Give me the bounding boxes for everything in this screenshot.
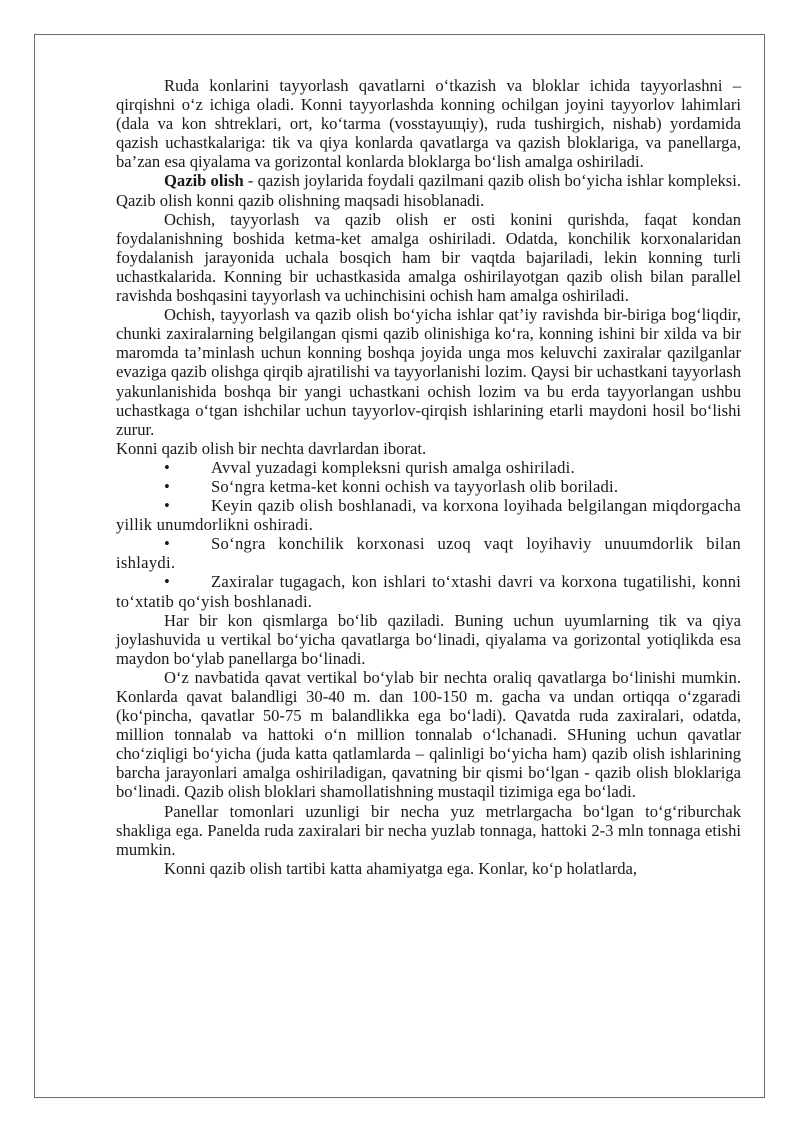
paragraph-extraction-order: Konni qazib olish tartibi katta ahamiyatga ega. Konlar, ko‘p holatlarda, bbox=[164, 858, 638, 878]
bullet-item-2 bbox=[116, 477, 741, 496]
paragraph-panels: Panellar tomonlari uzunligi bir necha yuz metrlargacha bo‘lgan to‘g‘riburchak shakliga ega. Panelda ruda zaxiralari bir necha yuzlab tonnaga, hattoki 2-3 mln tonnaga etishi mumkin. bbox=[116, 801, 741, 859]
bullet-item-3 bbox=[116, 496, 741, 534]
bullet-text: Zaxiralar tugagach, kon ishlari to‘xtashi davri va korxona tugatilishi, konni to‘xtatib qo‘yish boshlanadi. bbox=[116, 572, 741, 611]
bullet-marker: • bbox=[164, 572, 171, 592]
paragraph-level-height: O‘z navbatida qavat vertikal bo‘ylab bir nechta oraliq qavatlarga bo‘linishi mumkin. Konlarda qavat balandligi 30-40 m. dan 100-150 m. gacha va undan ortiqqa o‘zgaradi (ko‘pincha, qavatlar 50-75 m balandlikka ega bo‘ladi). Qavatda ruda zaxiralari, odatda, million tonnalab va hattoki o‘n million tonnalab o‘lchanadi. SHuning uchun qavatlar cho‘ziqligi bo‘yicha (juda katta qatlamlarda – qalinligi bo‘yicha ham) qazib olish ishlarining barcha jarayonlari amalga oshiriladigan, qavatning bir qismi bo‘lgan - qazib olish bloklariga bo‘linadi. Qazib olish bloklari shamollatishning mustaqil tizimiga ega bo‘ladi. bbox=[116, 667, 741, 802]
definition-text: - qazish joylarida foydali qazilmani qazib olish bo‘yicha ishlar kompleksi. Qazib olish konni qazib olishning maqsadi hisoblanadi. bbox=[116, 171, 741, 210]
paragraph-stages-sequence: Ochish, tayyorlash va qazib olish er osti konini qurishda, faqat kondan foydalanishning boshida ketma-ket amalga oshiriladi. Odatda, konchilik korxonalaridan foydalanish jarayonida uchala bosqich ham bir vaqtda bajariladi, lekin konning turli uchastkalarida. Konning bir uchastkasida amalga oshirilayotgan qazib olish bilan parallel ravishda boshqasini tayyorlash va uchinchisini ochish ham amalga oshiriladi. bbox=[116, 209, 741, 306]
paragraph-deposit-division: Har bir kon qismlarga bo‘lib qaziladi. Buning uchun uyumlarning tik va qiya joylashuvida u vertikal bo‘yicha qavatlarga bo‘linadi, qiyalama va gorizontal yotiqlikda esa maydon bo‘ylab panellarga bo‘linadi. bbox=[116, 610, 741, 668]
paragraph-periods-intro: Konni qazib olish bir nechta davrlardan iborat. bbox=[116, 438, 427, 458]
paragraph-stages-interdependence: Ochish, tayyorlash va qazib olish bo‘yicha ishlar qat’iy ravishda bir-biriga bog‘liqdir, chunki zaxiralarning belgilangan qismi qazib olinishiga ko‘ra, konning ishini bir xilda va bir maromda ta’minlash uchun konning boshqa joyida unga mos keluvchi zaxiralar qazilganlar evaziga qazib olishga qirqib ajratilishi va tayyorlanishi lozim. Qaysi bir uchastkani tayyorlash yakunlanishida boshqa bir yangi uchastkani ochish lozim va bu erda tayyorlangan ushbu uchastkaga o‘tgan ishchilar uchun tayyorlov-qirqish ishlarining etarli maydoni hosil bo‘lishi zurur. bbox=[116, 305, 741, 439]
bullet-marker: • bbox=[164, 496, 171, 516]
bullet-marker: • bbox=[164, 457, 171, 477]
paragraph-ore-deposit-preparation: Ruda konlarini tayyorlash qavatlarni o‘tkazish va bloklar ichida tayyorlashni – qirqishni o‘z ichiga oladi. Konni tayyorlashda konning ochilgan joyini tayyorlov lahimlari (dala va kon shtreklari, ort, ko‘tarma (vosstayuщiy), ruda tushirgich, nishab) yordamida qazish uchastkalariga: tik va qiya konlarda qavatlarga va qazish bloklariga, va panellarga, ba’zan esa qiyalama va gorizontal konlarda bloklarga bo‘lish amalga oshiriladi. bbox=[116, 76, 741, 172]
document-body bbox=[116, 76, 741, 878]
bullet-text: Keyin qazib olish boshlanadi, va korxona loyihada belgilangan miqdorgacha yillik unumdorlikni oshiradi. bbox=[116, 496, 741, 535]
paragraph-extraction-definition bbox=[116, 171, 741, 209]
bullet-marker: • bbox=[164, 534, 171, 554]
bullet-text: So‘ngra ketma-ket konni ochish va tayyorlash olib boriladi. bbox=[211, 476, 619, 496]
bullet-item-1 bbox=[116, 458, 741, 477]
term-qazib-olish: Qazib olish bbox=[164, 171, 244, 191]
bullet-text: Avval yuzadagi kompleksni qurish amalga oshiriladi. bbox=[211, 457, 575, 477]
bullet-text: So‘ngra konchilik korxonasi uzoq vaqt loyihaviy unuumdorlik bilan ishlaydi. bbox=[116, 534, 741, 573]
bullet-marker: • bbox=[164, 476, 171, 496]
bullet-item-5 bbox=[116, 572, 741, 610]
bullet-item-4 bbox=[116, 534, 741, 572]
